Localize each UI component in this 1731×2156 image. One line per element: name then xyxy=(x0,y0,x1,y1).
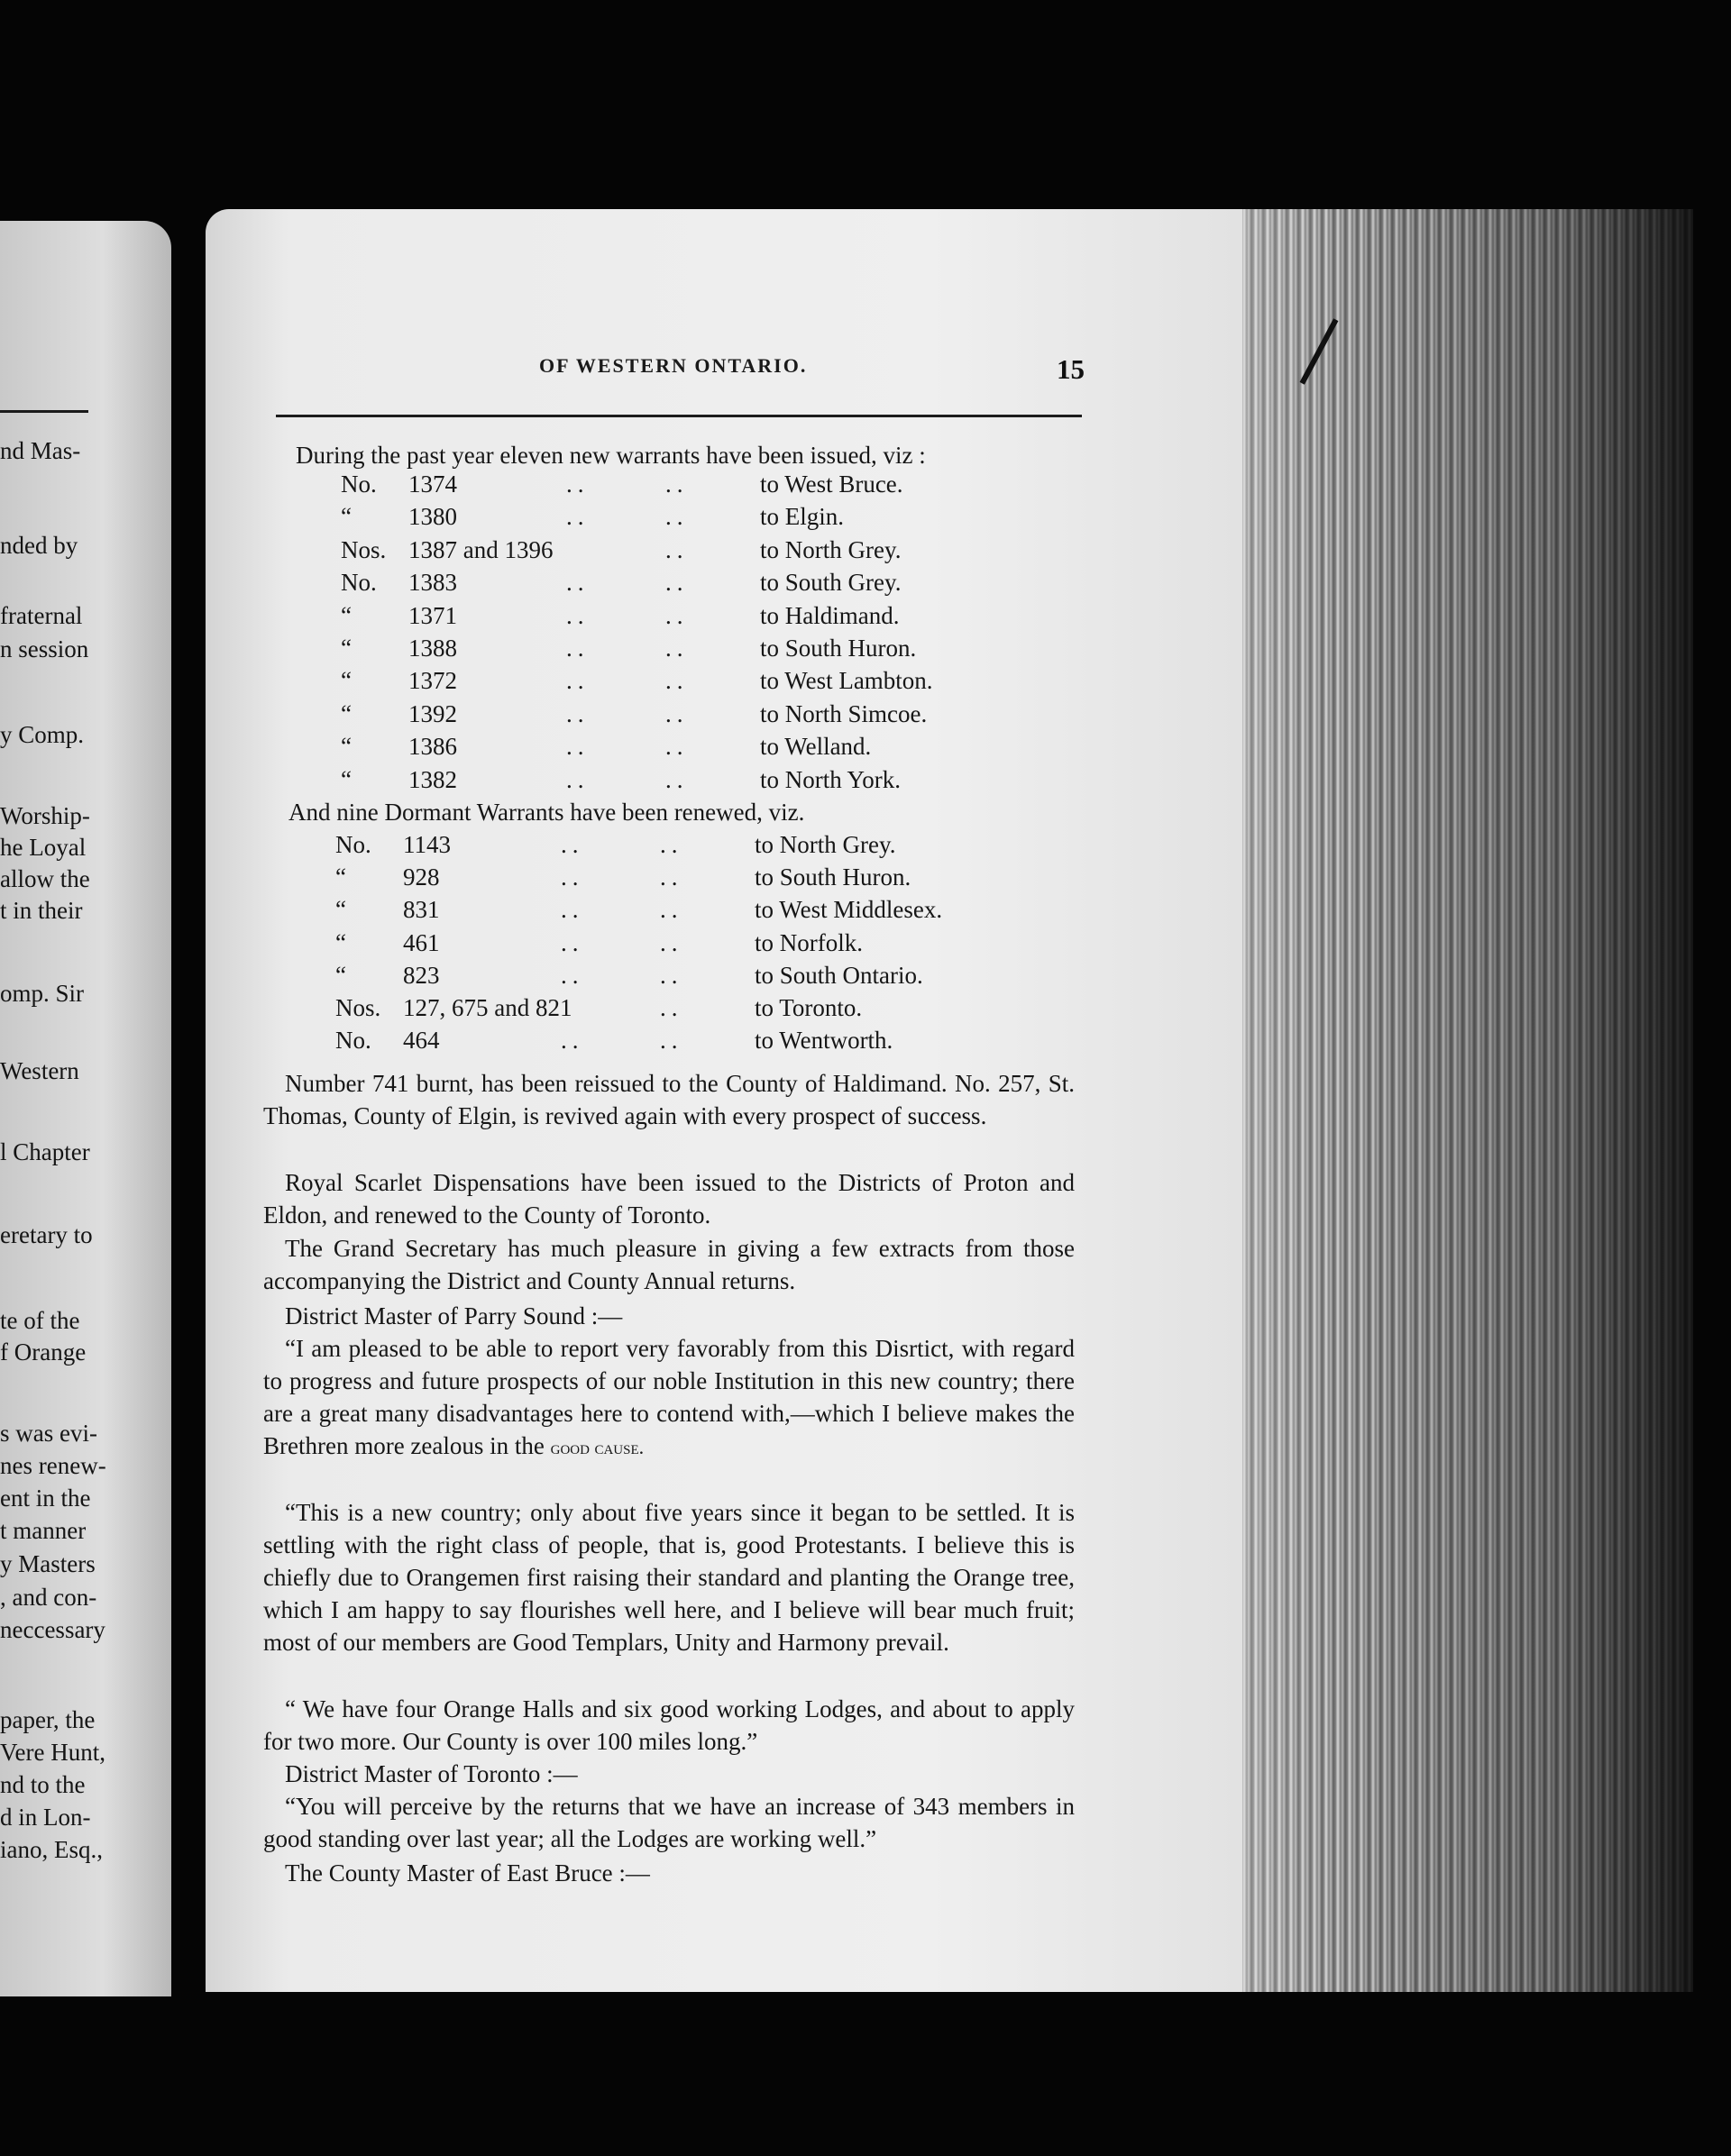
leader-dots: .. xyxy=(561,896,584,924)
warrant-row xyxy=(341,635,1017,665)
left-page-fragment: iano, Esq., xyxy=(0,1836,103,1863)
warrant-row xyxy=(341,700,1017,731)
leader-dots: .. xyxy=(660,1027,683,1055)
warrant-destination: to Elgin. xyxy=(760,503,844,531)
leader-dots: .. xyxy=(561,961,584,989)
running-head: OF WESTERN ONTARIO. xyxy=(539,354,808,377)
warrant-number: 1388 xyxy=(408,635,457,662)
warrant-row xyxy=(335,929,1012,960)
warrant-destination: to West Middlesex. xyxy=(755,896,943,924)
paragraph-grand-secretary: The Grand Secretary has much pleasure in giving a few extracts from those accompanying the District and County Annual returns. xyxy=(263,1235,1075,1294)
warrant-destination: to South Huron. xyxy=(760,635,917,662)
leader-dots: .. xyxy=(660,928,683,956)
warrant-row xyxy=(341,569,1017,599)
left-page-fragment: Vere Hunt, xyxy=(0,1739,105,1766)
leader-dots: .. xyxy=(566,503,590,531)
leader-dots: .. xyxy=(566,699,590,727)
warrant-prefix: “ xyxy=(335,961,346,989)
warrant-row xyxy=(341,733,1017,763)
warrant-number: 1380 xyxy=(408,503,457,531)
warrant-destination: to Norfolk. xyxy=(755,928,863,956)
leader-dots: .. xyxy=(561,928,584,956)
warrant-prefix: No. xyxy=(341,470,377,498)
warrant-row xyxy=(335,962,1012,992)
left-page-fragment: y Masters xyxy=(0,1550,96,1577)
warrant-number: 1372 xyxy=(408,667,457,695)
leader-dots: .. xyxy=(561,831,584,858)
leader-dots: .. xyxy=(561,863,584,891)
leader-dots: .. xyxy=(566,470,590,498)
leader-dots: .. xyxy=(566,601,590,629)
left-facing-page xyxy=(0,221,171,1996)
warrant-destination: to Wentworth. xyxy=(755,1027,893,1055)
left-page-fragment: y Comp. xyxy=(0,721,85,748)
warrant-number: 1382 xyxy=(408,765,457,793)
left-page-rule xyxy=(0,410,88,413)
leader-dots: .. xyxy=(566,733,590,761)
warrant-row xyxy=(335,994,1012,1025)
warrant-prefix: “ xyxy=(335,863,346,891)
warrant-number: 1371 xyxy=(408,601,457,629)
leader-dots: .. xyxy=(660,961,683,989)
left-page-fragment: Western xyxy=(0,1057,79,1084)
warrant-prefix: No. xyxy=(335,1027,371,1055)
warrant-row xyxy=(341,667,1017,698)
leader-dots: .. xyxy=(566,765,590,793)
left-page-fragment: t in their xyxy=(0,897,83,924)
warrant-prefix: No. xyxy=(335,831,371,858)
paragraph-haldimand: Number 741 burnt, has been reissued to the County of Haldimand. No. 257, St. Thomas, County of Elgin, is revived again with every prospect of success. xyxy=(263,1070,1075,1129)
warrant-prefix: “ xyxy=(341,667,352,695)
left-page-fragment: , and con- xyxy=(0,1584,97,1611)
left-page-fragment: s was evi- xyxy=(0,1420,97,1447)
leader-dots: .. xyxy=(566,635,590,662)
leader-dots: .. xyxy=(665,470,689,498)
warrant-prefix: “ xyxy=(335,896,346,924)
left-page-fragment: allow the xyxy=(0,865,90,892)
warrant-destination: to West Lambton. xyxy=(760,667,933,695)
warrant-number: 1392 xyxy=(408,699,457,727)
left-page-fragment: n session xyxy=(0,635,89,662)
dormant-warrants-intro: And nine Dormant Warrants have been renewed, viz. xyxy=(288,799,805,826)
leader-dots: .. xyxy=(660,831,683,858)
warrant-number: 1386 xyxy=(408,733,457,761)
leader-dots: .. xyxy=(660,896,683,924)
left-page-fragment: eretary to xyxy=(0,1221,93,1248)
paragraph-parry-sound-2: “This is a new country; only about five years since it began to be settled. It is settling with the right class of people, that is, good Protestants. I believe this is chiefly due to Orangemen first raising their standard and planting the Orange tree, which I am happy to say flourishes well here, and I believe will bear much fruit; most of our members are Good Templars, Unity and Harmony prevail. xyxy=(263,1499,1075,1656)
warrant-destination: to North York. xyxy=(760,765,902,793)
warrant-destination: to Welland. xyxy=(760,733,872,761)
leader-dots: .. xyxy=(561,1027,584,1055)
heading-east-bruce: The County Master of East Bruce :— xyxy=(285,1859,650,1886)
leader-dots: .. xyxy=(660,994,683,1021)
leader-dots: .. xyxy=(660,863,683,891)
left-page-fragment: t manner xyxy=(0,1517,87,1544)
paragraph-royal-scarlet: Royal Scarlet Dispensations have been issued to the Districts of Proton and Eldon, and renewed to the County of Toronto. xyxy=(263,1169,1075,1229)
warrant-number: 831 xyxy=(403,896,440,924)
left-page-fragment: fraternal xyxy=(0,602,83,629)
warrant-number: 461 xyxy=(403,928,440,956)
warrant-destination: to West Bruce. xyxy=(760,470,903,498)
warrant-number: 1374 xyxy=(408,470,457,498)
left-page-fragment: te of the xyxy=(0,1307,80,1334)
left-page-fragment: nd Mas- xyxy=(0,437,81,464)
warrant-row xyxy=(341,602,1017,633)
left-page-fragment: Worship- xyxy=(0,802,90,829)
warrant-destination: to Haldimand. xyxy=(760,601,900,629)
good-cause-text: good cause. xyxy=(550,1436,645,1458)
warrant-row xyxy=(341,470,1017,501)
warrant-row xyxy=(335,863,1012,894)
warrant-number: 464 xyxy=(403,1027,440,1055)
warrant-prefix: “ xyxy=(341,601,352,629)
leader-dots: .. xyxy=(665,601,689,629)
leader-dots: .. xyxy=(665,535,689,563)
left-page-fragment: d in Lon- xyxy=(0,1804,91,1831)
leader-dots: .. xyxy=(665,699,689,727)
warrant-number: 928 xyxy=(403,863,440,891)
warrant-number: 1143 xyxy=(403,831,451,858)
warrant-number: 1383 xyxy=(408,569,457,597)
warrant-prefix: Nos. xyxy=(341,535,387,563)
warrant-prefix: “ xyxy=(341,765,352,793)
warrant-prefix: “ xyxy=(341,733,352,761)
warrant-row xyxy=(335,1027,1012,1057)
left-page-fragment: ent in the xyxy=(0,1485,91,1512)
left-page-fragment: nes renew- xyxy=(0,1452,106,1479)
warrant-destination: to South Huron. xyxy=(755,863,911,891)
warrant-row xyxy=(341,503,1017,534)
warrant-number: 127, 675 and 821 xyxy=(403,994,572,1021)
leader-dots: .. xyxy=(566,667,590,695)
warrant-row xyxy=(341,536,1017,567)
left-page-fragment: paper, the xyxy=(0,1706,96,1733)
warrant-prefix: “ xyxy=(335,928,346,956)
warrant-destination: to North Grey. xyxy=(760,535,902,563)
left-page-fragment: l Chapter xyxy=(0,1138,90,1165)
left-page-fragment: omp. Sir xyxy=(0,980,85,1007)
warrant-prefix: “ xyxy=(341,503,352,531)
heading-toronto: District Master of Toronto :— xyxy=(285,1760,578,1787)
left-page-fragment: he Loyal xyxy=(0,834,87,861)
left-page-fragment: neccessary xyxy=(0,1616,105,1643)
heading-parry-sound: District Master of Parry Sound :— xyxy=(285,1302,623,1329)
page-number: 15 xyxy=(1057,353,1085,385)
warrant-prefix: Nos. xyxy=(335,994,381,1021)
leader-dots: .. xyxy=(665,635,689,662)
warrant-number: 823 xyxy=(403,961,440,989)
leader-dots: .. xyxy=(665,733,689,761)
paragraph-parry-sound-3: “ We have four Orange Halls and six good working Lodges, and about to apply for two more. Our County is over 100 miles long.” xyxy=(263,1695,1075,1755)
header-rule xyxy=(276,415,1082,417)
warrant-destination: to South Grey. xyxy=(760,569,902,597)
warrant-prefix: “ xyxy=(341,699,352,727)
warrant-row xyxy=(335,831,1012,862)
warrant-destination: to South Ontario. xyxy=(755,961,923,989)
book-page-edges xyxy=(1242,209,1693,1992)
warrant-prefix: “ xyxy=(341,635,352,662)
warrant-row xyxy=(335,896,1012,927)
paragraph-parry-sound-1 xyxy=(263,1332,1075,1464)
warrant-destination: to North Grey. xyxy=(755,831,896,858)
warrant-row xyxy=(341,766,1017,797)
warrant-number: 1387 and 1396 xyxy=(408,535,554,563)
paragraph-toronto: “You will perceive by the returns that we have an increase of 343 members in good standing over last year; all the Lodges are working well.” xyxy=(263,1793,1075,1852)
parry-sound-text: “I am pleased to be able to report very favorably from this Disrtict, with regard to progress and future prospects of our noble Institution in this new country; there are a great many disadvantages here to contend with,—which I believe makes the Brethren more zealous in the xyxy=(263,1335,1075,1459)
left-page-fragment: nd to the xyxy=(0,1771,86,1798)
new-warrants-intro: During the past year eleven new warrants have been issued, viz : xyxy=(296,442,926,469)
leader-dots: .. xyxy=(566,569,590,597)
warrant-destination: to Toronto. xyxy=(755,994,863,1021)
leader-dots: .. xyxy=(665,667,689,695)
leader-dots: .. xyxy=(665,503,689,531)
left-page-fragment: nded by xyxy=(0,532,78,559)
warrant-destination: to North Simcoe. xyxy=(760,699,928,727)
leader-dots: .. xyxy=(665,569,689,597)
warrant-prefix: No. xyxy=(341,569,377,597)
leader-dots: .. xyxy=(665,765,689,793)
left-page-fragment: f Orange xyxy=(0,1338,87,1366)
